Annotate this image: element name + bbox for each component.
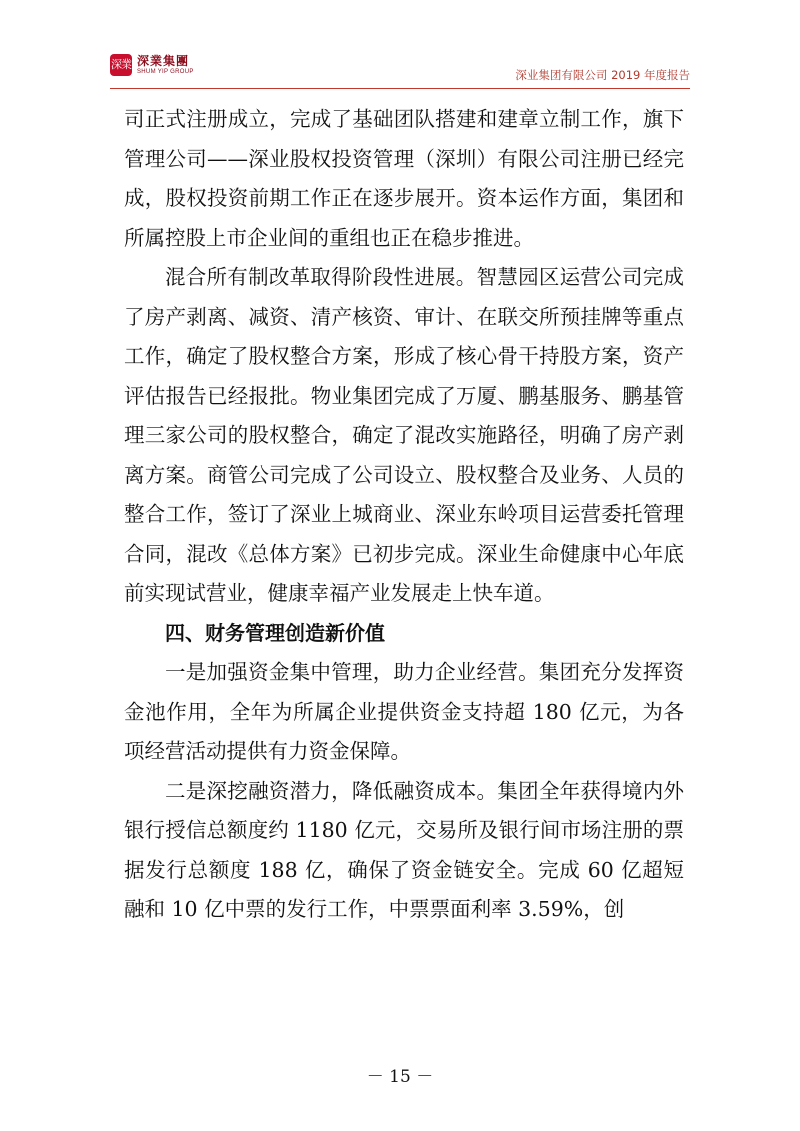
report-title: 深业集团有限公司 2019 年度报告 xyxy=(515,68,690,82)
company-logo xyxy=(110,54,194,76)
document-body xyxy=(124,100,684,930)
logo-chinese-name: 深業集團 xyxy=(137,54,190,68)
page-header xyxy=(110,52,690,89)
logo-text xyxy=(137,55,194,75)
body-paragraph: 二是深挖融资潜力，降低融资成本。集团全年获得境内外银行授信总额度约 1180 亿元，交易所及银行间市场注册的票据发行总额度 188 亿，确保了资金链安全。完成 60 亿超短融和 10 亿中票的发行工作，中票票面利率 3.59%，创 xyxy=(124,778,684,921)
logo-seal-icon: 深業 xyxy=(110,54,132,76)
logo-english-name: SHUM YIP GROUP xyxy=(137,69,194,75)
body-paragraph: 一是加强资金集中管理，助力企业经营。集团充分发挥资金池作用，全年为所属企业提供资金支持超 180 亿元，为各项经营活动提供有力资金保障。 xyxy=(124,660,684,763)
section-heading: 四、财务管理创造新价值 xyxy=(165,620,385,645)
body-paragraph: 司正式注册成立，完成了基础团队搭建和建章立制工作，旗下管理公司——深业股权投资管理（深圳）有限公司注册已经完成，股权投资前期工作正在逐步展开。资本运作方面，集团和所属控股上市企业间的重组也正在稳步推进。 xyxy=(124,107,684,250)
page-number: － 15 － xyxy=(366,1067,434,1087)
body-paragraph: 混合所有制改革取得阶段性进展。智慧园区运营公司完成了房产剥离、减资、清产核资、审计、在联交所预挂牌等重点工作，确定了股权整合方案，形成了核心骨干持股方案，资产评估报告已经报批。物业集团完成了万厦、鹏基服务、鹏基管理三家公司的股权整合，确定了混改实施路径，明确了房产剥离方案。商管公司完成了公司设立、股权整合及业务、人员的整合工作，签订了深业上城商业、深业东岭项目运营委托管理合同，混改《总体方案》已初步完成。深业生命健康中心年底前实现试营业，健康幸福产业发展走上快车道。 xyxy=(124,265,684,605)
